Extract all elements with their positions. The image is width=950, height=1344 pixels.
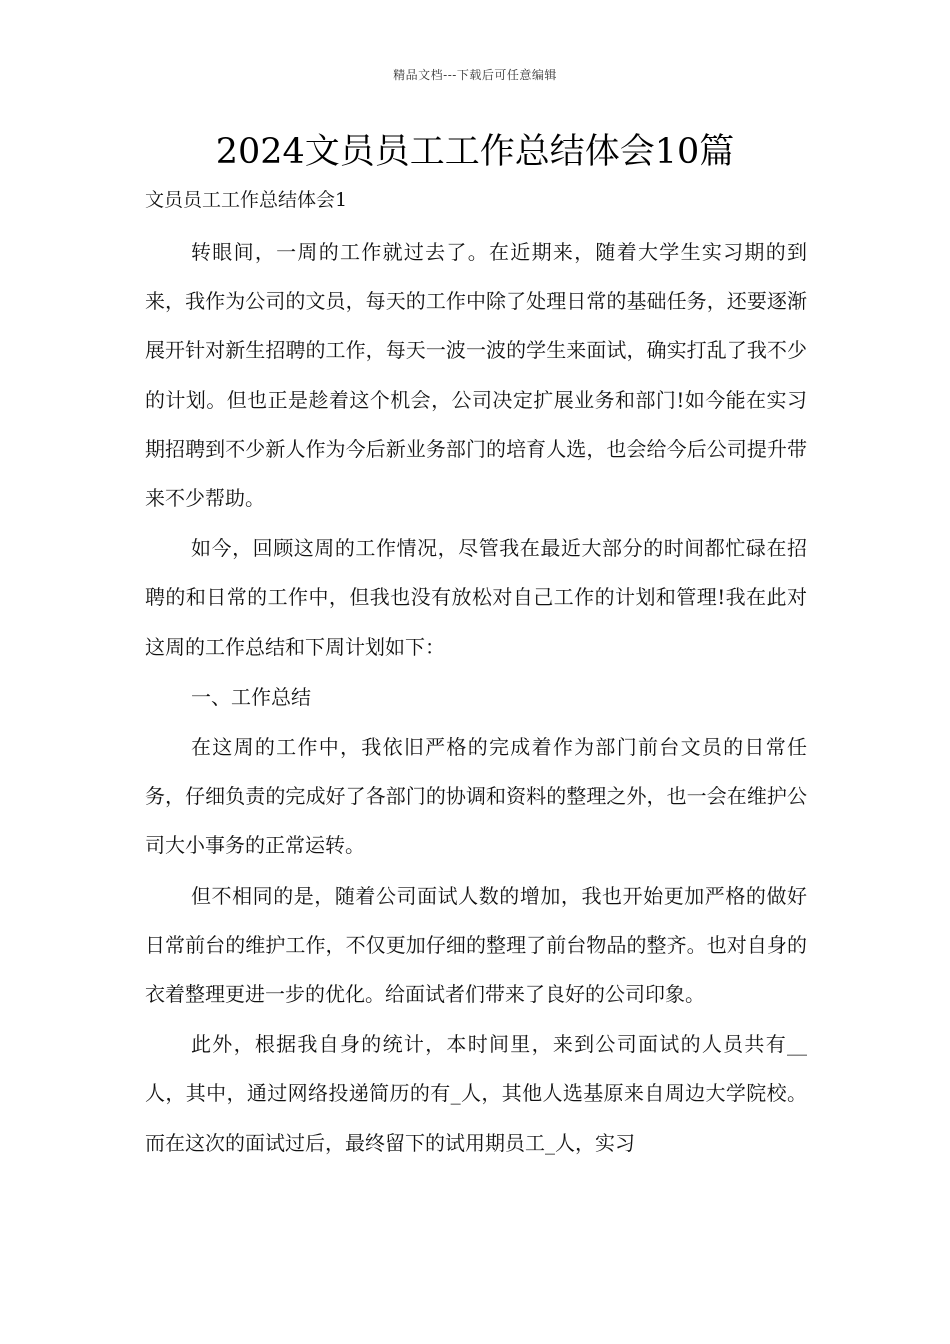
paragraph: 在这周的工作中，我依旧严格的完成着作为部门前台文员的日常任务，仔细负责的完成好了各部门的协调和资料的整理之外，也一会在维护公司大小事务的正常运转。 (145, 735, 807, 858)
document-title: 2024文员员工工作总结体会10篇 (215, 132, 735, 172)
header-note: 精品文档---下载后可任意编辑 (393, 68, 557, 82)
paragraph: 但不相同的是，随着公司面试人数的增加，我也开始更加严格的做好日常前台的维护工作，不仅更加仔细的整理了前台物品的整齐。也对自身的衣着整理更进一步的优化。给面试者们带来了良好的公司印象。 (145, 883, 807, 1007)
section-subtitle: 文员员工工作总结体会1 (145, 189, 348, 211)
paragraph: 如今，回顾这周的工作情况，尽管我在最近大部分的时间都忙碌在招聘的和日常的工作中，但我也没有放松对自己工作的计划和管理!我在此对这周的工作总结和下周计划如下： (145, 536, 807, 659)
paragraph: 此外，根据我自身的统计，本时间里，来到公司面试的人员共有__人，其中，通过网络投递简历的有_人，其他人选基原来自周边大学院校。而在这次的面试过后，最终留下的试用期员工_人，实习 (145, 1032, 807, 1155)
paragraph: 转眼间，一周的工作就过去了。在近期来，随着大学生实习期的到来，我作为公司的文员，每天的工作中除了处理日常的基础任务，还要逐渐展开针对新生招聘的工作，每天一波一波的学生来面试，确实打乱了我不少的计划。但也正是趁着这个机会，公司决定扩展业务和部门!如今能在实习期招聘到不少新人作为今后新业务部门的培育人选，也会给今后公司提升带来不少帮助。 (145, 240, 807, 511)
section-heading: 一、工作总结 (191, 684, 311, 709)
document-body (145, 228, 807, 1168)
